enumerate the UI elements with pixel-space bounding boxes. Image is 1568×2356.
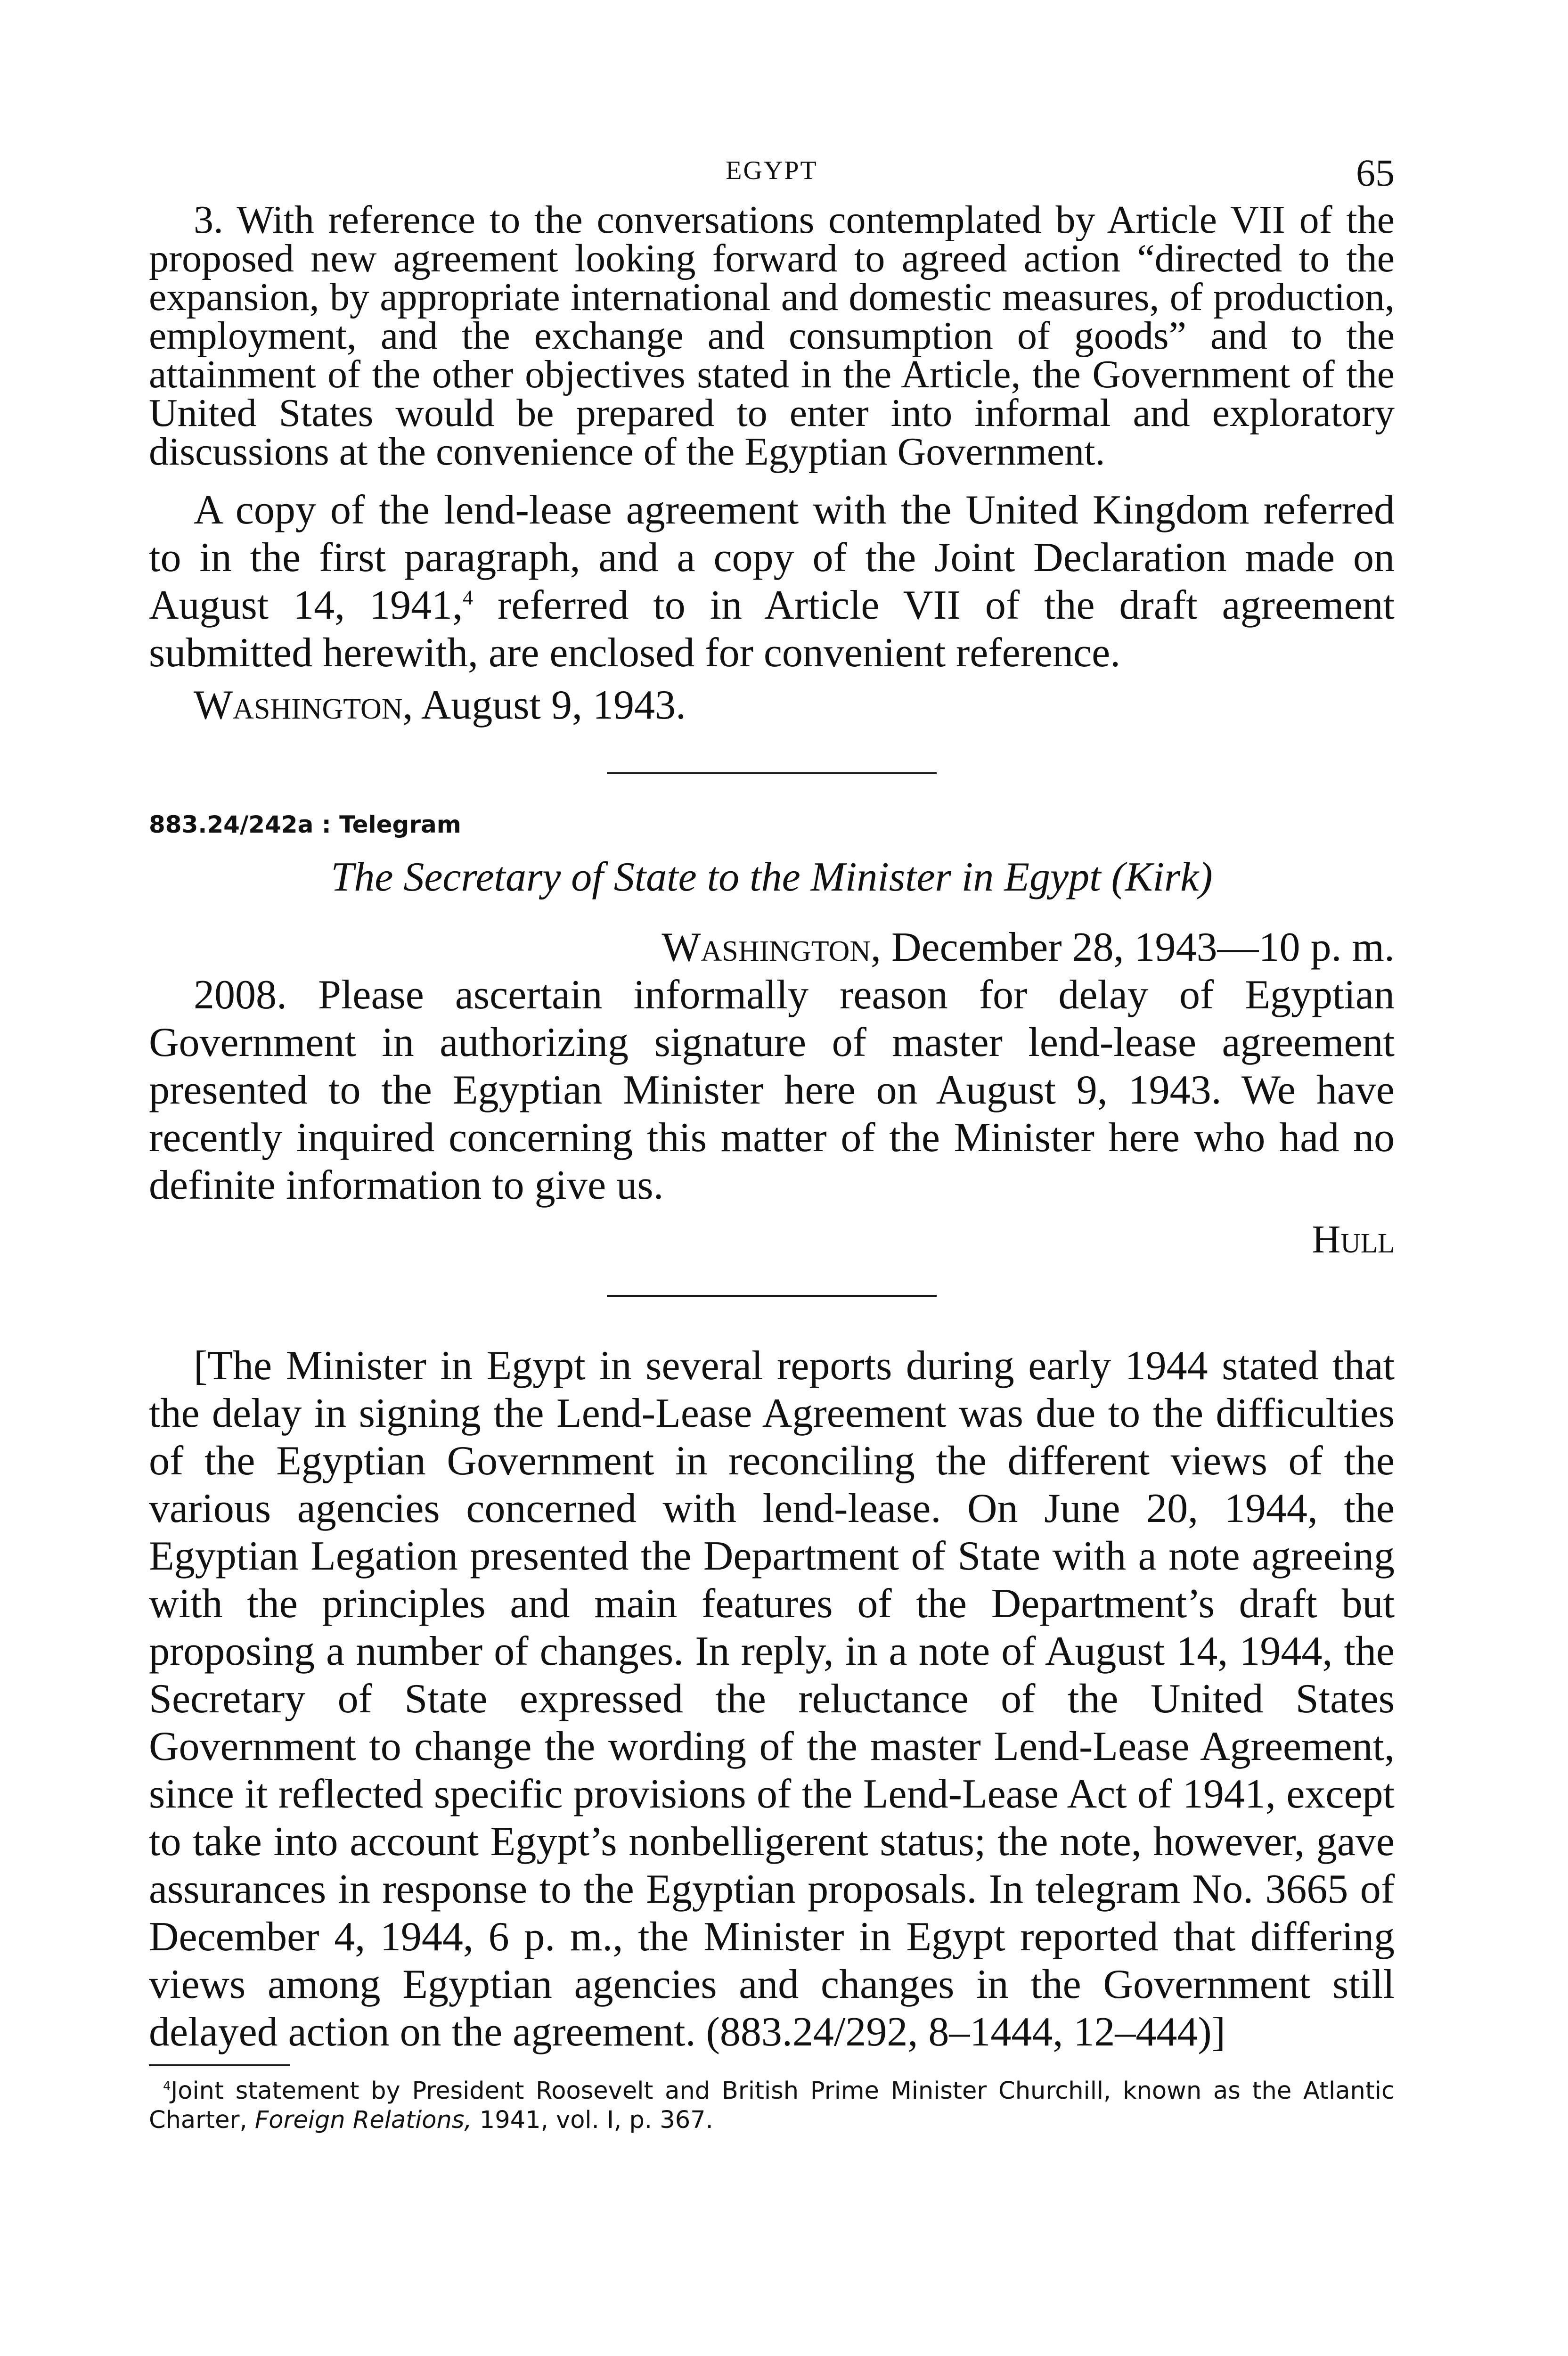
footnote-text-italic: Foreign Relations,	[254, 2106, 472, 2134]
paragraph-enclosed-copies	[149, 486, 1395, 677]
section-divider-2	[607, 1295, 937, 1297]
dateline-place: Washington	[194, 682, 403, 728]
footnote-reference-4: 4	[463, 586, 474, 609]
telegram-dateline-date: , December 28, 1943—10 p. m.	[871, 924, 1395, 970]
paragraph-enclosed-copies-text-1: A copy of the lend-lease agreement with the United Kingdom referred to in the first paragraph, and a copy of the Joint Declaration made on August 14, 1941,	[149, 487, 1395, 628]
page-header	[149, 151, 1395, 198]
footnote-marker: 4	[163, 2079, 171, 2094]
file-reference: 883.24/242a : Telegram	[149, 811, 461, 838]
running-title: EGYPT	[726, 156, 818, 185]
footnote-text-1: Joint statement by President Roosevelt and British Prime Minister Churchill, known as the Atlantic Charter,	[149, 2077, 1395, 2134]
paragraph-article-vii-conversations: 3. With reference to the conversations contemplated by Article VII of the proposed new agreement looking forward to agreed action “directed to the expansion, by appropriate international and domestic measures, of production, employment, and the exchange and consumption of goods” and to the attainment of the other objectives stated in the Article, the Government of the United States would be prepared to enter into informal and exploratory discussions at the convenience of the Egyptian Government.	[149, 198, 1395, 474]
footnote-divider	[149, 2064, 290, 2066]
section-divider	[607, 772, 937, 774]
telegram-dateline	[149, 924, 1395, 971]
paragraph-enclosed-copies-text-2: referred to in Article VII of the draft agreement submitted herewith, are enclosed for convenient reference.	[149, 582, 1395, 676]
dateline-date: , August 9, 1943.	[402, 682, 686, 728]
telegram-body: 2008. Please ascertain informally reason for delay of Egyptian Government in authorizing signature of master lend-lease agreement presented to the Egyptian Minister here on August 9, 1943. We have recently inquired concerning this matter of the Minister here who had no definite information to give us.	[149, 972, 1395, 1208]
document-title: The Secretary of State to the Minister in Egypt (Kirk)	[331, 854, 1213, 900]
telegram-dateline-place: Washington	[662, 924, 871, 970]
editorial-note: [The Minister in Egypt in several reports during early 1944 stated that the delay in signing the Lend-Lease Agreement was due to the difficulties of the Egyptian Government in reconciling the different views of the various agencies concerned with lend-lease. On June 20, 1944, the Egyptian Legation presented the Department of State with a note agreeing with the principles and main features of the Department’s draft but proposing a number of changes. In reply, in a note of August 14, 1944, the Secretary of State expressed the reluctance of the United States Government to change the wording of the master Lend-Lease Agreement, since it reflected specific provisions of the Lend-Lease Act of 1941, except to take into account Egypt’s nonbelligerent status; the note, however, gave assurances in response to the Egyptian proposals. In telegram No. 3665 of December 4, 1944, 6 p. m., the Minister in Egypt reported that differing views among Egyptian agencies and changes in the Government still delayed action on the agreement. (883.24/292, 8–1444, 12–444)]	[149, 1343, 1395, 2055]
dateline-august-9	[194, 681, 1395, 729]
footnote-4	[149, 2077, 1395, 2135]
signature: Hull	[1312, 1218, 1395, 1261]
page-number: 65	[1356, 151, 1395, 194]
footnote-text-2: 1941, vol. I, p. 367.	[472, 2106, 713, 2134]
document-page	[149, 151, 1395, 2159]
